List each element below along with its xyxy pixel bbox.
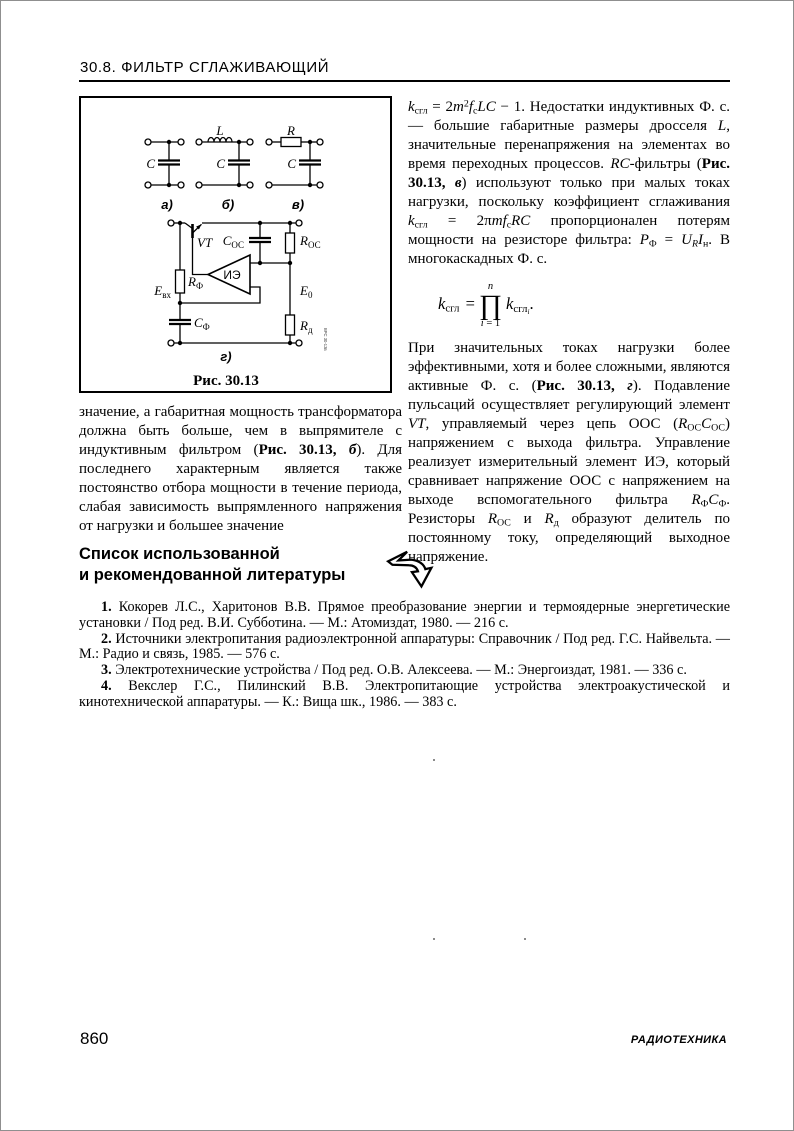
paragraph-lc-rc-filters: $k_{сгл} = 2m^2f_сLC - 1$. Недостатки индуктивных Ф. с. — большие габаритные размеры дросселя L, значительные перенапряжения на элементах во время переходных процессов. RC-фильтры (Рис. 30.13, в) используют только при малых токах нагрузки, поскольку коэффициент сглаживания $k_{сгл} = 2\pi mf_сRC$ пропорционален потерям мощности на резисторе фильтра: $P_Ф = U_RI_н$. В многокаскадных Ф. с. bbox=[408, 98, 731, 267]
bibliography-item-3: 3. Электротехнические устройства / Под ред. О.В. Алексеева. — М.: Энергоиздат, 1981. — 336 с. bbox=[101, 662, 687, 679]
label-cf: $C_Ф$ bbox=[194, 315, 210, 332]
figure-caption: Рис. 30.13 bbox=[193, 373, 259, 389]
figure-id-microtext: ВРС 30-13в bbox=[323, 328, 328, 351]
label-coc: $C_{ОС}$ bbox=[222, 233, 244, 250]
label-vt: VT bbox=[197, 235, 213, 250]
label-c1: C bbox=[146, 156, 155, 171]
literature-heading-line2: и рекомендованной литературы bbox=[79, 566, 346, 584]
label-e0: $E_0$ bbox=[300, 283, 313, 300]
literature-heading bbox=[79, 544, 345, 586]
formula-multistage-smoothing: $k_{сгл}$ = n ∏ i = 1 $k_{сгл_i}$. bbox=[438, 281, 534, 329]
label-rd: $R_д$ bbox=[300, 318, 313, 335]
curved-arrow-down-icon bbox=[382, 547, 434, 593]
label-l: L bbox=[216, 123, 224, 138]
label-evx: $E_{вх}$ bbox=[154, 283, 171, 300]
label-c2: C bbox=[216, 156, 225, 171]
scan-speck bbox=[524, 938, 526, 940]
subfigure-label-b: б) bbox=[221, 197, 235, 212]
scan-speck bbox=[433, 938, 435, 940]
subfigure-label-a: а) bbox=[161, 197, 173, 212]
header-rule bbox=[79, 80, 730, 82]
page-title: 30.8. ФИЛЬТР СГЛАЖИВАЮЩИЙ bbox=[80, 59, 330, 76]
figure-box bbox=[79, 96, 392, 393]
subfigure-label-g: г) bbox=[220, 349, 232, 364]
label-r: R bbox=[287, 123, 295, 138]
label-roc: $R_{ОС}$ bbox=[300, 233, 321, 250]
subfigure-label-v: в) bbox=[291, 197, 305, 212]
bibliography-item-1: 1. Кокорев Л.С., Харитонов В.В. Прямое преобразование энергии и термоядерные энергетические установки / Под ред. В.И. Субботина. — М.: Атомиздат, 1980. — 216 с. bbox=[79, 599, 730, 631]
label-ie: ИЭ bbox=[223, 268, 241, 282]
paragraph-active-filters: При значительных токах нагрузки более эффективными, хотя и более сложными, являются активные Ф. с. (Рис. 30.13, г). Подавление пульсаций осуществляет регулирующий элемент VT, управляемый через цепь ООС $(R_{ОС}C_{ОС})$ напряжением с выхода фильтра. Управление реализует измерительный элемент ИЭ, который сравнивает напряжение ООС с напряжением на выходе вспомогательного фильтра $R_ФC_Ф$. Резисторы $R_{ОС}$ и $R_д$ образуют делитель по постоянному току, определяющий выходное напряжение. bbox=[408, 340, 730, 566]
circuit-diagram-svg bbox=[81, 98, 390, 391]
label-rf: $R_Ф$ bbox=[188, 274, 204, 291]
journal-name: РАДИОТЕХНИКА bbox=[630, 1034, 727, 1046]
left-column-paragraph: значение, а габаритная мощность трансформатора должна быть больше, чем в выпрямителе с индуктивным фильтром (Рис. 30.13, б). Для последнего характерным является также постоянство отбора мощности в течение периода, слабая зависимость выпрямленного напряжения от нагрузки и большее значение bbox=[79, 404, 403, 534]
literature-heading-line1: Список использованной bbox=[79, 545, 280, 563]
scan-speck bbox=[433, 759, 435, 761]
page-number: 860 bbox=[80, 1029, 109, 1048]
right-column bbox=[408, 98, 730, 567]
bibliography-item-4: 4. Векслер Г.С., Пилинский В.В. Электропитающие устройства электроакустической и кинотехнической аппаратуры. — К.: Вища шк., 1986. — 383 с. bbox=[79, 677, 730, 710]
bibliography-item-2: 2. Источники электропитания радиоэлектронной аппаратуры: Справочник / Под ред. Г.С. Найвельта. — М.: Радио и связь, 1985. — 576 с. bbox=[79, 630, 730, 663]
bibliography-list bbox=[79, 600, 730, 711]
label-c3: C bbox=[287, 156, 296, 171]
